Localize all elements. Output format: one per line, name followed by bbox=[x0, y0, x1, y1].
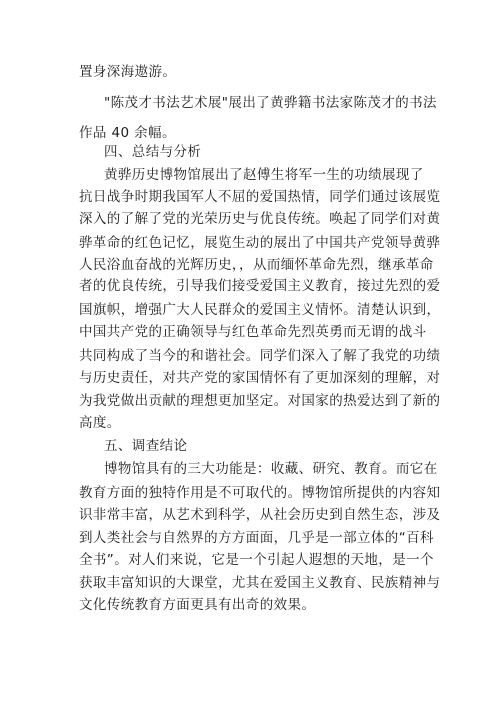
text-line-23: 获取丰富知识的大课堂，尤其在爱国主义教育、民族精神与 bbox=[79, 575, 441, 591]
text-line-24: 文化传统教育方面更具有出奇的效果。 bbox=[79, 597, 316, 613]
text-line-3: 作品 40 余幅。 bbox=[79, 125, 176, 141]
text-line-15: 为我党做出贡献的理想更加坚定。对国家的热爱达到了新的 bbox=[79, 393, 441, 409]
text-line-8: 骅革命的红色记忆，展览生动的展出了中国共产党领导黄骅 bbox=[79, 235, 441, 251]
text-line-16: 高度。 bbox=[79, 415, 121, 431]
text-line-12: 中国共产党的正确领导与红色革命先烈英勇而无谓的战斗 bbox=[79, 324, 427, 340]
text-line-13: 共同构成了当今的和谐社会。同学们深入了解了我党的功绩 bbox=[79, 348, 441, 364]
text-line-11: 国旗帜，增强广大人民群众的爱国主义情怀。清楚认识到， bbox=[79, 302, 441, 318]
text-line-2: "陈茂才书法艺术展"展出了黄骅籍书法家陈茂才的书法 bbox=[104, 95, 437, 111]
text-line-5: 黄骅历史博物馆展出了赵傅生将军一生的功绩展现了 bbox=[104, 167, 424, 183]
text-line-7: 深入的了解了党的光荣历史与优良传统。唤起了同学们对黄 bbox=[79, 211, 441, 227]
section-heading-summary: 四、总结与分析 bbox=[104, 144, 202, 160]
text-line-22: 全书”。对人们来说，它是一个引起人遐想的天地，是一个 bbox=[79, 552, 434, 568]
text-line-21: 到人类社会与自然界的方方面面，几乎是一部立体的“百科 bbox=[79, 530, 434, 546]
text-line-20: 识非常丰富，从艺术到科学，从社会历史到自然生态，涉及 bbox=[79, 507, 441, 523]
section-heading-conclusion: 五、调查结论 bbox=[104, 438, 188, 454]
text-line-14: 与历史责任，对共产党的家国情怀有了更加深刻的理解，对 bbox=[79, 370, 441, 386]
text-line-10: 者的优良传统，引导我们接受爱国主义教育，接过先烈的爱 bbox=[79, 278, 441, 294]
text-line-9: 人民浴血奋战的光辉历史，，从而缅怀革命先烈，继承革命 bbox=[79, 257, 434, 273]
text-line-1: 置身深海遨游。 bbox=[79, 64, 177, 80]
text-line-18: 博物馆具有的三大功能是：收藏、研究、教育。而它在 bbox=[104, 461, 438, 477]
text-line-6: 抗日战争时期我国军人不屈的爱国热情，同学们通过该展览 bbox=[79, 189, 441, 205]
text-line-19: 教育方面的独特作用是不可取代的。博物馆所提供的内容知 bbox=[79, 485, 441, 501]
